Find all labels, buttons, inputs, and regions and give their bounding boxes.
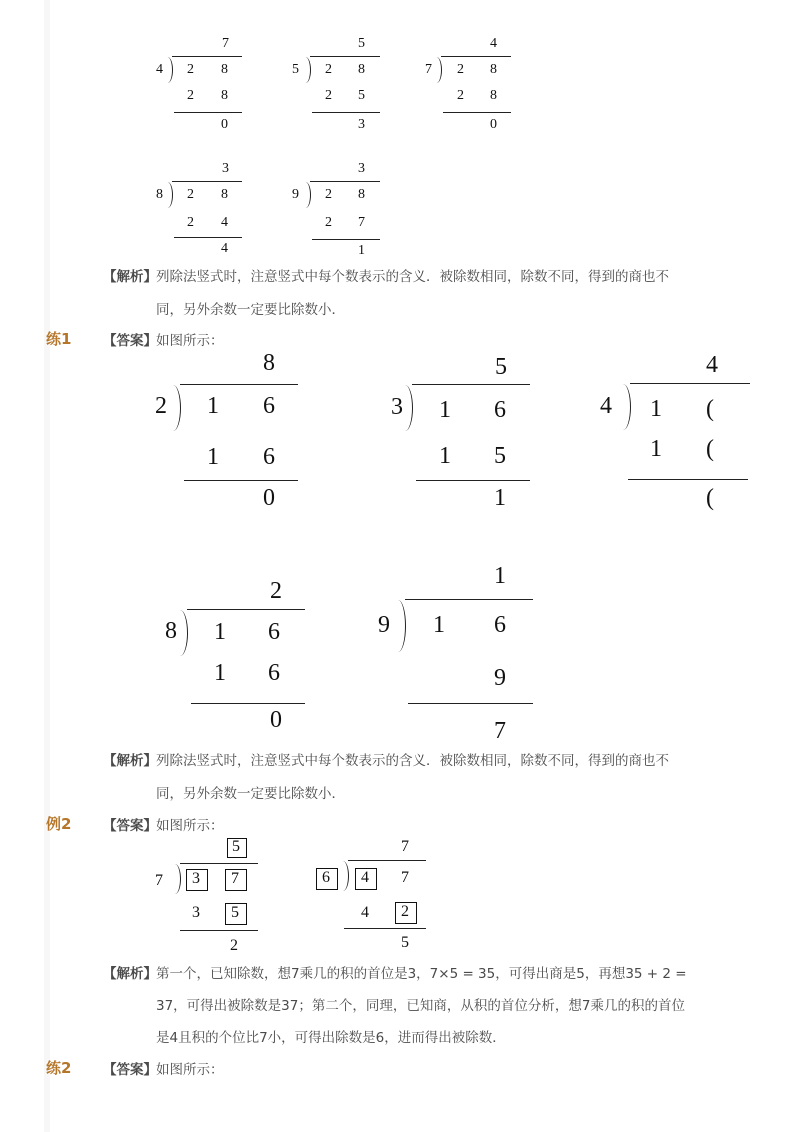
product-digit: 1 <box>439 443 451 469</box>
dividend-digit: 1 <box>207 393 219 419</box>
divisor: 7 <box>425 62 432 77</box>
divisor: 4 <box>156 62 163 77</box>
quotient: 2 <box>270 578 282 604</box>
dividend-digit: 2 <box>457 62 464 77</box>
remainder: 0 <box>490 117 497 132</box>
product-digit: 2 <box>187 215 194 230</box>
dividend-digit: 7 <box>401 869 409 886</box>
dividend-digit: 2 <box>187 62 194 77</box>
quotient: 4 <box>490 36 497 51</box>
product-digit: 2 <box>187 88 194 103</box>
division-bracket <box>164 182 173 208</box>
product-digit: 2 <box>325 215 332 230</box>
product-digit: 6 <box>263 444 275 470</box>
division-bar <box>405 599 533 600</box>
subtraction-line <box>174 237 242 238</box>
product-digit: 2 <box>325 88 332 103</box>
division-bracket <box>433 57 442 83</box>
divisor: 7 <box>155 872 163 889</box>
dividend-digit: 6 <box>263 393 275 419</box>
product-digit: 1 <box>214 660 226 686</box>
remainder: 5 <box>401 934 409 951</box>
subtraction-line <box>416 480 530 481</box>
division-bar <box>310 56 380 57</box>
division-bar <box>310 181 380 182</box>
analysis-line: 同，另外余数一定要比除数小． <box>156 302 345 318</box>
product-digit: ( <box>706 436 714 462</box>
product-digit: 8 <box>221 88 228 103</box>
dividend-digit: 7 <box>231 870 239 887</box>
division-bar <box>348 860 426 861</box>
dividend-digit: 8 <box>490 62 497 77</box>
answer-text: 如图所示： <box>156 1062 224 1078</box>
analysis-line: 列除法竖式时，注意竖式中每个数表示的含义．被除数相同，除数不同，得到的商也不 <box>156 753 669 769</box>
quotient: 4 <box>706 352 718 378</box>
section-label-lian2: 练2 <box>46 1059 72 1077</box>
product-digit: 5 <box>231 904 239 921</box>
division-bar <box>187 609 305 610</box>
divisor: 8 <box>156 187 163 202</box>
divisor: 6 <box>322 869 330 886</box>
division-bracket <box>400 385 413 431</box>
division-bar <box>172 181 242 182</box>
answer-text: 如图所示： <box>156 333 224 349</box>
remainder: 0 <box>270 707 282 733</box>
analysis-line: 同，另外余数一定要比除数小． <box>156 786 345 802</box>
dividend-digit: 8 <box>221 187 228 202</box>
dividend-digit: 8 <box>221 62 228 77</box>
section-label-li2: 例2 <box>46 815 72 833</box>
division-bar <box>412 384 530 385</box>
answer-tag: 【答案】 <box>103 1062 157 1078</box>
remainder: 2 <box>230 937 238 954</box>
analysis-tag: 【解析】 <box>103 269 157 285</box>
dividend-digit: 1 <box>433 612 445 638</box>
quotient: 7 <box>401 838 409 855</box>
section-label-lian1: 练1 <box>46 330 72 348</box>
remainder: 4 <box>221 241 228 256</box>
division-bar <box>180 384 298 385</box>
divisor: 2 <box>155 393 167 419</box>
quotient: 5 <box>358 36 365 51</box>
subtraction-line <box>408 703 533 704</box>
subtraction-line <box>180 930 258 931</box>
product-digit: 5 <box>358 88 365 103</box>
analysis-tag: 【解析】 <box>103 966 157 982</box>
product-digit: 2 <box>457 88 464 103</box>
dividend-digit: 2 <box>187 187 194 202</box>
product-digit: 7 <box>358 215 365 230</box>
division-bracket <box>302 57 311 83</box>
margin-bar <box>44 0 50 1132</box>
dividend-digit: 1 <box>439 397 451 423</box>
dividend-digit: ( <box>706 396 714 422</box>
division-bracket <box>175 610 188 656</box>
dividend-digit: 6 <box>494 397 506 423</box>
analysis-line: 第一个，已知除数，想7乘几的积的首位是3，7×5 = 35，可得出商是5，再想35 + 2 = <box>156 966 687 982</box>
subtraction-line <box>184 480 298 481</box>
product-digit: 3 <box>192 904 200 921</box>
quotient: 3 <box>222 161 229 176</box>
dividend-digit: 4 <box>361 869 369 886</box>
remainder: 1 <box>494 485 506 511</box>
quotient: 8 <box>263 350 275 376</box>
subtraction-line <box>312 239 380 240</box>
divisor: 8 <box>165 618 177 644</box>
remainder: 1 <box>358 243 365 258</box>
analysis-line: 列除法竖式时，注意竖式中每个数表示的含义．被除数相同，除数不同，得到的商也不 <box>156 269 669 285</box>
remainder: 0 <box>221 117 228 132</box>
remainder: 0 <box>263 485 275 511</box>
product-digit: 1 <box>650 436 662 462</box>
quotient: 3 <box>358 161 365 176</box>
product-digit: 4 <box>221 215 228 230</box>
quotient: 7 <box>222 36 229 51</box>
division-bracket <box>393 600 406 652</box>
division-bracket <box>164 57 173 83</box>
product-digit: 4 <box>361 904 369 921</box>
subtraction-line <box>312 112 380 113</box>
division-bracket <box>302 182 311 208</box>
dividend-digit: 8 <box>358 62 365 77</box>
remainder: 7 <box>494 718 506 744</box>
divisor: 9 <box>378 612 390 638</box>
division-bar <box>172 56 242 57</box>
division-bracket <box>339 861 349 891</box>
division-bracket <box>618 384 631 430</box>
division-bar <box>180 863 258 864</box>
quotient: 5 <box>495 354 507 380</box>
product-digit: 1 <box>207 444 219 470</box>
dividend-digit: 8 <box>358 187 365 202</box>
product-digit: 5 <box>494 443 506 469</box>
division-bar <box>630 383 750 384</box>
analysis-line: 是4且积的个位比7小，可得出除数是6，进而得出被除数． <box>156 1030 506 1046</box>
dividend-digit: 2 <box>325 187 332 202</box>
division-bar <box>441 56 511 57</box>
subtraction-line <box>628 479 748 480</box>
remainder: ( <box>706 485 714 511</box>
dividend-digit: 1 <box>214 619 226 645</box>
analysis-tag: 【解析】 <box>103 753 157 769</box>
subtraction-line <box>174 112 242 113</box>
product-digit: 2 <box>401 903 409 920</box>
divisor: 4 <box>600 393 612 419</box>
dividend-digit: 1 <box>650 396 662 422</box>
divisor: 9 <box>292 187 299 202</box>
dividend-digit: 2 <box>325 62 332 77</box>
remainder: 3 <box>358 117 365 132</box>
answer-text: 如图所示： <box>156 818 224 834</box>
division-16-by-4-clipped <box>590 340 718 530</box>
product-digit: 6 <box>268 660 280 686</box>
answer-tag: 【答案】 <box>103 818 157 834</box>
product-digit: 9 <box>494 665 506 691</box>
analysis-line: 37，可得出被除数是37；第二个，同理，已知商，从积的首位分析，想7乘几的积的首位 <box>156 998 685 1014</box>
answer-tag: 【答案】 <box>103 333 157 349</box>
quotient: 5 <box>232 838 240 855</box>
dividend-digit: 6 <box>494 612 506 638</box>
divisor: 5 <box>292 62 299 77</box>
division-bracket <box>171 864 181 894</box>
divisor: 3 <box>391 394 403 420</box>
subtraction-line <box>344 928 426 929</box>
subtraction-line <box>191 703 305 704</box>
quotient: 1 <box>494 563 506 589</box>
product-digit: 8 <box>490 88 497 103</box>
subtraction-line <box>443 112 511 113</box>
division-bracket <box>168 385 181 431</box>
dividend-digit: 3 <box>192 870 200 887</box>
dividend-digit: 6 <box>268 619 280 645</box>
